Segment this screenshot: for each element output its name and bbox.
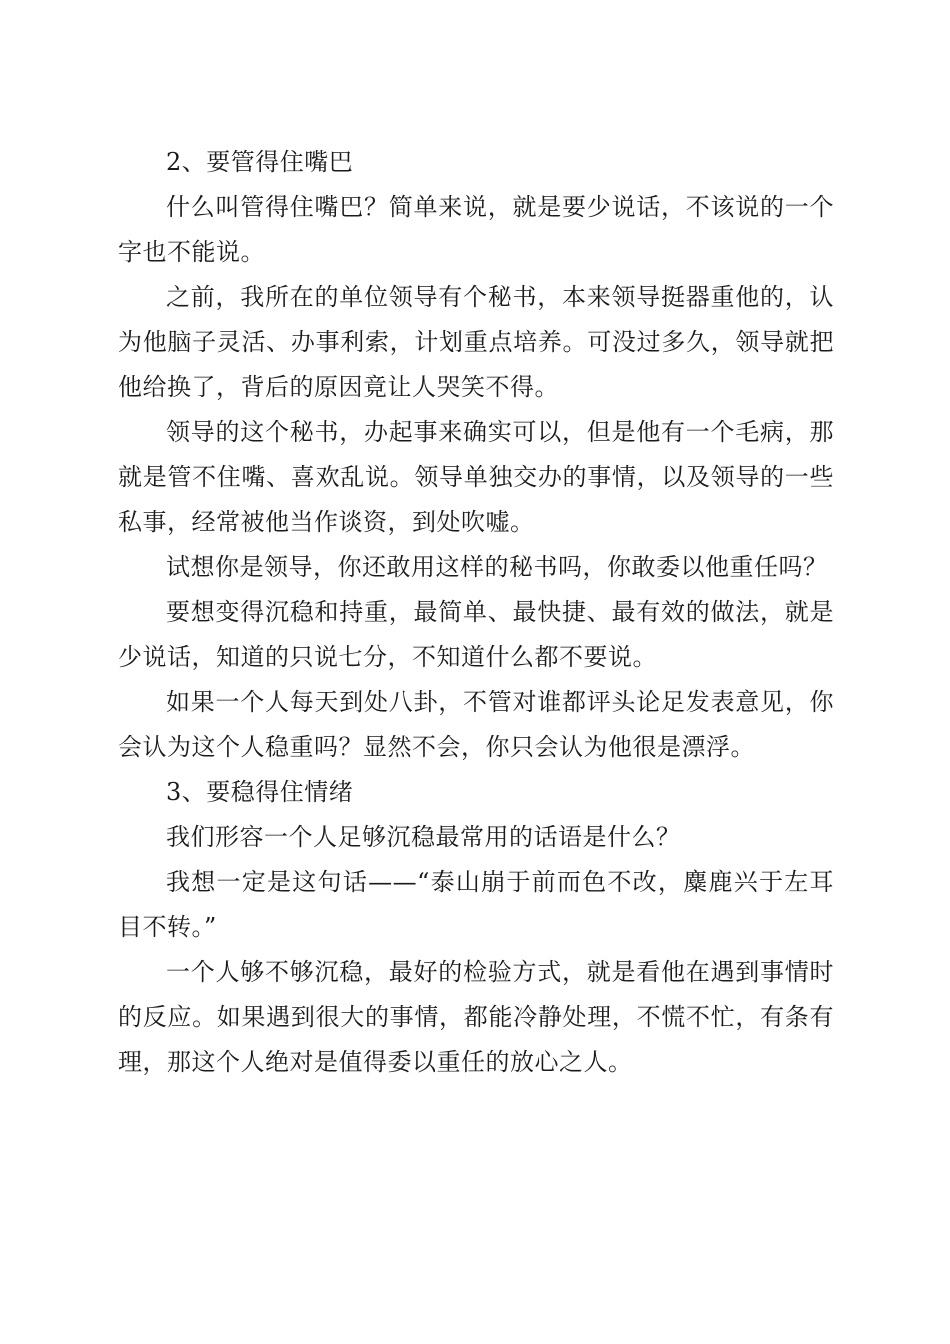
paragraph: 试想你是领导，你还敢用这样的秘书吗，你敢委以他重任吗？ (166, 553, 828, 581)
section-heading-3: 3、要稳得住情绪 (166, 778, 354, 806)
paragraph: 如果一个人每天到处八卦，不管对谁都评头论足发表意见，你会认为这个人稳重吗？显然不会，你只会认为他很是漂浮。 (118, 688, 834, 761)
document-page (118, 140, 834, 1085)
paragraph: 领导的这个秘书，办起事来确实可以，但是他有一个毛病，那就是管不住嘴、喜欢乱说。领导单独交办的事情，以及领导的一些私事，经常被他当作谈资，到处吹嘘。 (118, 418, 834, 536)
paragraph: 一个人够不够沉稳，最好的检验方式，就是看他在遇到事情时的反应。如果遇到很大的事情，都能冷静处理，不慌不忙，有条有理，那这个人绝对是值得委以重任的放心之人。 (118, 958, 834, 1076)
paragraph: 什么叫管得住嘴巴？简单来说，就是要少说话，不该说的一个字也不能说。 (118, 193, 834, 266)
paragraph: 要想变得沉稳和持重，最简单、最快捷、最有效的做法，就是少说话，知道的只说七分，不知道什么都不要说。 (118, 598, 834, 671)
paragraph: 之前，我所在的单位领导有个秘书，本来领导挺器重他的，认为他脑子灵活、办事利索，计划重点培养。可没过多久，领导就把他给换了，背后的原因竟让人哭笑不得。 (118, 283, 834, 401)
paragraph: 我们形容一个人足够沉稳最常用的话语是什么？ (166, 823, 681, 851)
paragraph: 我想一定是这句话——“泰山崩于前而色不改，麋鹿兴于左耳目不转。” (118, 868, 834, 941)
section-heading-2: 2、要管得住嘴巴 (166, 148, 354, 176)
